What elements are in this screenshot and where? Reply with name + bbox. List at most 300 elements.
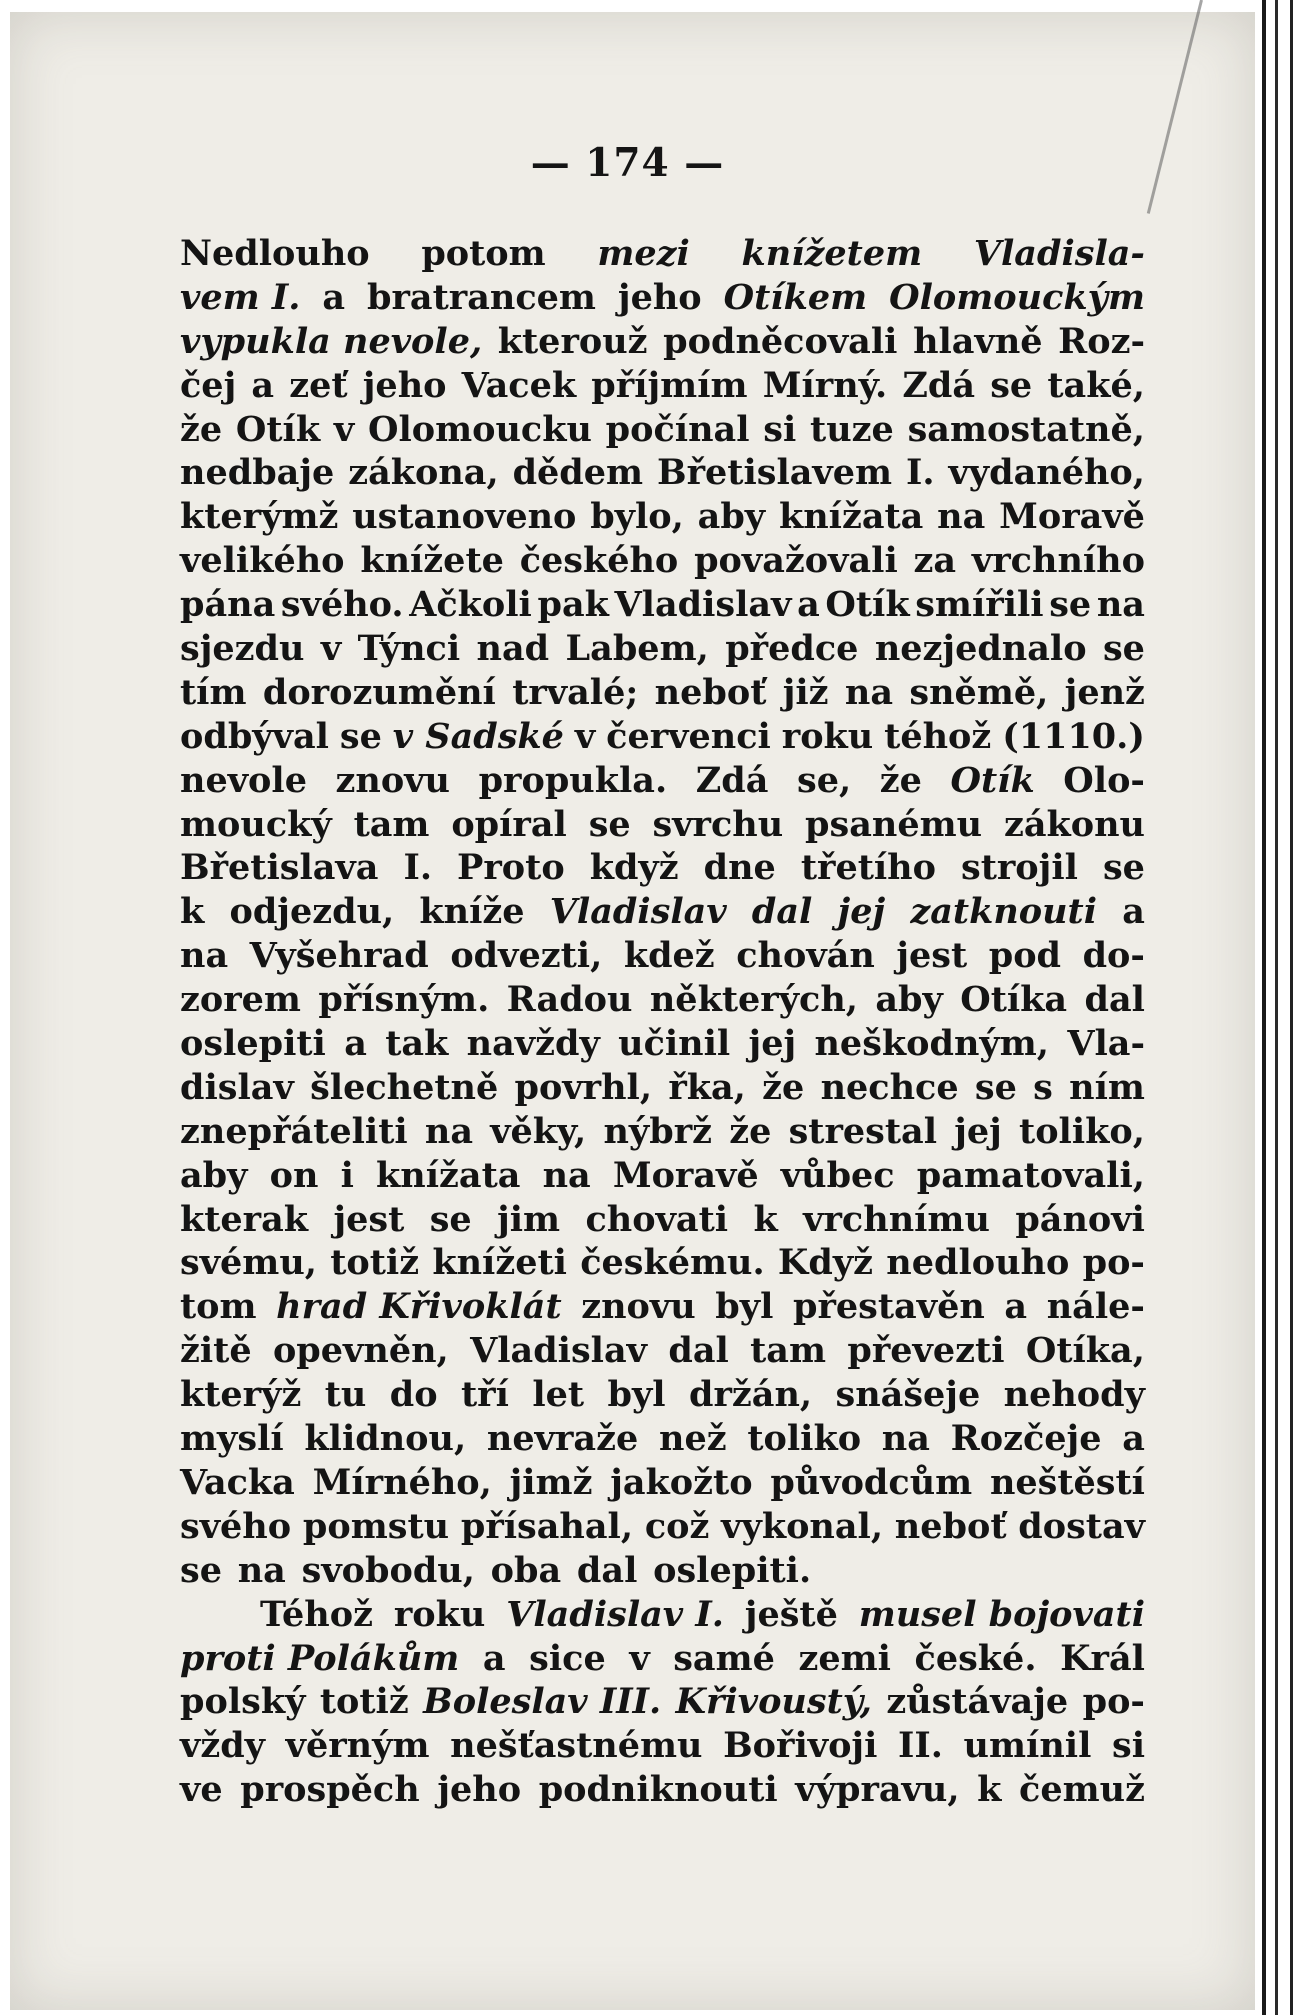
word: považovali [694, 540, 898, 582]
text-line [180, 715, 1145, 759]
word: červenci [606, 715, 771, 757]
word: sněmě, [909, 671, 1049, 713]
text-line [180, 1066, 1145, 1110]
word: knížata [778, 496, 924, 538]
word: znovu [335, 759, 450, 801]
word: neštěstí [989, 1461, 1145, 1503]
word: předce [725, 628, 859, 670]
italic-word: vem I. [180, 276, 301, 318]
text-line [180, 934, 1145, 978]
word: což [644, 1505, 710, 1547]
word: si [1111, 1725, 1145, 1767]
word: čemuž [1019, 1769, 1145, 1811]
word: dislav [180, 1066, 294, 1108]
word: strestal [788, 1110, 938, 1152]
word: ještě [744, 1593, 838, 1635]
word: Téhož [260, 1593, 373, 1635]
word: samostatně, [907, 408, 1145, 450]
word: vždy [180, 1725, 266, 1767]
word: Radou [506, 979, 633, 1021]
text-line [180, 1593, 1145, 1637]
word: Břetislava [180, 847, 379, 889]
word: na [844, 671, 894, 713]
text-line [180, 627, 1145, 671]
italic-word: jej [837, 891, 886, 933]
word: Otíka, [1025, 1330, 1145, 1372]
word: Král [1060, 1637, 1145, 1679]
word: prospěch [240, 1769, 420, 1811]
text-line [180, 583, 1145, 627]
word: že [879, 759, 922, 801]
italic-word: Boleslav III. [423, 1681, 662, 1723]
word: opevněn, [272, 1330, 449, 1372]
word: sjezdu [180, 628, 305, 670]
word: vydaného, [948, 452, 1145, 494]
word: šlechetně [310, 1066, 499, 1108]
word: přísahal, [460, 1505, 634, 1547]
word: myslí [180, 1418, 284, 1460]
word: v [629, 1637, 650, 1679]
word: na [424, 1110, 473, 1152]
word: chovati [585, 1198, 729, 1240]
word: pomstu [302, 1505, 450, 1547]
binding-edge-line [1275, 0, 1278, 2015]
italic-word: Vladislav [549, 891, 727, 933]
word: převezti [847, 1330, 1005, 1372]
word: zůstávaje [886, 1681, 1069, 1723]
word: Otíka [960, 979, 1068, 1021]
word: a [482, 1637, 506, 1679]
word: že [762, 1066, 805, 1108]
word: v [333, 408, 355, 450]
word: trvalé; [512, 671, 639, 713]
word: jeho [617, 276, 702, 318]
text-line [180, 803, 1145, 847]
word: s [1033, 1066, 1053, 1108]
italic-word: hrad Křivoklát [276, 1286, 562, 1328]
word: pamatovali, [916, 1154, 1145, 1196]
word: ustanoveno [352, 496, 577, 538]
text-line [180, 759, 1145, 803]
italic-word: Vladislav I. [506, 1593, 724, 1635]
word: jim [497, 1198, 561, 1240]
word: zákona, [348, 452, 499, 494]
word: vykonal, [721, 1505, 884, 1547]
word: nýbrž [603, 1110, 713, 1152]
word: jakožto [610, 1461, 753, 1503]
word: pak [537, 584, 609, 626]
word: a [797, 584, 820, 626]
word: umínil [963, 1725, 1092, 1767]
word: ním [1069, 1066, 1145, 1108]
word: a [322, 276, 346, 318]
word: II. [898, 1725, 943, 1767]
word: zemi [798, 1637, 891, 1679]
word: strojil [961, 847, 1078, 889]
word: se [339, 715, 382, 757]
word: vůbec [780, 1154, 895, 1196]
word: do- [1082, 935, 1145, 977]
word: I. [403, 847, 433, 889]
word: nešťastnému [450, 1725, 703, 1767]
word: se [1102, 628, 1145, 670]
text-line [180, 495, 1145, 539]
word: Proto [457, 847, 565, 889]
text-line [180, 890, 1145, 934]
word: vrchního [971, 540, 1145, 582]
word: svobodu, [301, 1549, 475, 1591]
word: třetího [800, 847, 936, 889]
text-line [180, 1724, 1145, 1768]
word: čej [180, 364, 237, 406]
word: žitě [180, 1330, 252, 1372]
word: Týnci [357, 628, 461, 670]
word: za [913, 540, 957, 582]
word: jeho [362, 364, 447, 406]
word: tom [180, 1286, 257, 1328]
word: nedlouho [886, 1242, 1070, 1284]
text-line [180, 451, 1145, 495]
word: se [429, 1198, 472, 1240]
text-line [180, 978, 1145, 1022]
word: na [1096, 584, 1145, 626]
text-line [180, 1110, 1145, 1154]
word: kterouž [497, 320, 648, 362]
word: svému, [180, 1242, 317, 1284]
word: se [1049, 584, 1092, 626]
word: znovu [581, 1286, 696, 1328]
italic-word: vypukla nevole, [180, 320, 483, 362]
word: Když [777, 1242, 874, 1284]
word: k [753, 1198, 778, 1240]
word: totiž [319, 1681, 409, 1723]
word: ve [180, 1769, 223, 1811]
word: pána [180, 584, 276, 626]
word: smířili [915, 584, 1044, 626]
word: pánovi [1015, 1198, 1145, 1240]
word: svého [180, 1505, 292, 1547]
word: tam [353, 803, 430, 845]
word: nezjednalo [874, 628, 1087, 670]
word: a [1004, 1286, 1028, 1328]
word: sice [529, 1637, 606, 1679]
word: téhož [884, 715, 992, 757]
word: moucký [180, 803, 332, 845]
word: že [180, 408, 223, 450]
word: tuze [810, 408, 894, 450]
word: některých, [649, 979, 858, 1021]
word: Moravě [612, 1154, 759, 1196]
text-line [180, 232, 1145, 276]
word: neboť [894, 1505, 1007, 1547]
text-line [180, 846, 1145, 890]
word: na [180, 935, 229, 977]
word: chován [736, 935, 875, 977]
word: se [1102, 847, 1145, 889]
word: původcům [770, 1461, 973, 1503]
word: propukla. [478, 759, 668, 801]
word: Nedlouho [180, 233, 370, 274]
word: Vladislav [614, 584, 792, 626]
word: (1110.) [1002, 715, 1145, 757]
binding-edge-line [1290, 0, 1293, 2015]
word: věky, [490, 1110, 587, 1152]
word: Olomoucku [367, 408, 592, 450]
word: Roz- [1058, 320, 1145, 362]
word: tu [324, 1374, 367, 1416]
text-line [180, 1285, 1145, 1329]
word: se [588, 803, 631, 845]
word: přestavěn [793, 1286, 985, 1328]
word: podněcovali [663, 320, 898, 362]
word: povrhl, [514, 1066, 653, 1108]
word: hlavně [913, 320, 1043, 362]
word: Zdá [695, 759, 769, 801]
word: let [532, 1374, 585, 1416]
italic-word: mezi [597, 233, 690, 274]
word: zeť [289, 364, 348, 406]
word: než [659, 1418, 727, 1460]
word: po- [1082, 1681, 1145, 1723]
word: Mírný. [762, 364, 888, 406]
word: dorozumění [262, 671, 496, 713]
word: svého. [280, 584, 404, 626]
word: na [237, 1549, 286, 1591]
word: po- [1082, 1242, 1145, 1284]
word: se [974, 1066, 1017, 1108]
word: se, [797, 759, 852, 801]
word: věrným [285, 1725, 430, 1767]
word: roku [393, 1593, 486, 1635]
word: Mírného, [312, 1461, 492, 1503]
word: dne [703, 847, 776, 889]
text-line [180, 539, 1145, 583]
word: jeho [437, 1769, 522, 1811]
word: toliko, [1019, 1110, 1145, 1152]
italic-word: dal [751, 891, 813, 933]
word: tam [750, 1330, 827, 1372]
word: tří [461, 1374, 509, 1416]
word: kterýž [180, 1374, 302, 1416]
word: svrchu [652, 803, 784, 845]
text-line [180, 408, 1145, 452]
word: jest [896, 935, 968, 977]
word: i [340, 1154, 354, 1196]
text-line [180, 1373, 1145, 1417]
word: dal [1084, 979, 1145, 1021]
word: kdež [623, 935, 715, 977]
word: nad [476, 628, 550, 670]
word: byl [715, 1286, 774, 1328]
word: snášeje [835, 1374, 981, 1416]
word: oba [490, 1549, 562, 1591]
word: knížata [376, 1154, 521, 1196]
word: I. [905, 452, 935, 494]
word: dal [668, 1330, 729, 1372]
word: Rozčeje [950, 1418, 1102, 1460]
text-line [180, 1680, 1145, 1724]
word: samé [673, 1637, 775, 1679]
word: Vladislav [470, 1330, 647, 1372]
text-line [180, 276, 1145, 320]
text-line [180, 1154, 1145, 1198]
word: také, [1047, 364, 1145, 406]
word: tak [385, 1023, 449, 1065]
word: české. [914, 1637, 1037, 1679]
word: odjezdu, [229, 891, 395, 933]
page-number: — 174 — [530, 140, 725, 186]
word: učinil [618, 1023, 731, 1065]
word: počínal [605, 408, 750, 450]
word: byl [607, 1374, 666, 1416]
word: Otík [825, 584, 910, 626]
word: zákonu [1003, 803, 1145, 845]
word: jej [748, 1023, 797, 1065]
word: jimž [509, 1461, 593, 1503]
word: a [251, 364, 275, 406]
word: oslepiti. [653, 1549, 812, 1591]
word: do [389, 1374, 438, 1416]
italic-word: v Sadské [392, 715, 564, 757]
word: aby [180, 1154, 248, 1196]
word: oslepiti [180, 1023, 326, 1065]
word: aby [875, 979, 943, 1021]
text-line [180, 1461, 1145, 1505]
word: Bořivoji [723, 1725, 878, 1767]
word: psanému [805, 803, 983, 845]
word: toliko [747, 1418, 862, 1460]
word: si [763, 408, 797, 450]
word: jej [954, 1110, 1002, 1152]
word: přísným. [318, 979, 490, 1021]
word: nehody [1003, 1374, 1145, 1416]
word: nedbaje [180, 452, 335, 494]
text-line [180, 320, 1145, 364]
word: Vacka [180, 1461, 295, 1503]
word: výpravu, [795, 1769, 960, 1811]
italic-word: Otíkem [723, 276, 868, 318]
word: nevole [180, 759, 307, 801]
word: na [937, 496, 986, 538]
word: knížeti [432, 1242, 567, 1284]
word: neboť [654, 671, 767, 713]
text-line [180, 1022, 1145, 1066]
word: neškodným, [814, 1023, 1049, 1065]
word: Vyšehrad [249, 935, 429, 977]
word: Břetislavem [656, 452, 893, 494]
word: na [881, 1418, 930, 1460]
word: on [269, 1154, 319, 1196]
binding-edge-line [1262, 0, 1266, 2015]
word: v [574, 715, 596, 757]
word: Vacek [461, 364, 577, 406]
word: k [977, 1769, 1002, 1811]
text-line [180, 671, 1145, 715]
word: řka, [668, 1066, 746, 1108]
word: knížete [360, 540, 504, 582]
italic-word: Olomouckým [889, 276, 1145, 318]
word: nále- [1046, 1286, 1145, 1328]
word: se [990, 364, 1033, 406]
word: Otík [235, 408, 321, 450]
word: a [1122, 891, 1145, 933]
word: Vla- [1067, 1023, 1145, 1065]
italic-word: knížetem [741, 233, 923, 274]
word: potom [421, 233, 546, 274]
italic-word: musel bojovati [858, 1593, 1145, 1635]
word: bylo, [590, 496, 684, 538]
word: na [542, 1154, 591, 1196]
word: dal [576, 1549, 638, 1591]
word: držán, [688, 1374, 813, 1416]
word: Labem, [565, 628, 709, 670]
text-line [180, 1329, 1145, 1373]
word: odvezti, [450, 935, 603, 977]
word: totiž [330, 1242, 420, 1284]
text-line [180, 1198, 1145, 1242]
word: znepřáteliti [180, 1110, 408, 1152]
word: podniknouti [538, 1769, 778, 1811]
word: vrchnímu [803, 1198, 990, 1240]
italic-word: proti Polákům [180, 1637, 460, 1679]
italic-word: Vladisla- [973, 233, 1145, 274]
word: českému. [580, 1242, 765, 1284]
word: odbýval [180, 715, 329, 757]
italic-word: Křivoustý, [675, 1681, 872, 1723]
word: a [344, 1023, 367, 1065]
word: opíral [451, 803, 567, 845]
word: jest [333, 1198, 405, 1240]
word: Ačkoli [409, 584, 532, 626]
word: Moravě [999, 496, 1145, 538]
word: nechce [820, 1066, 959, 1108]
word: tím [180, 671, 247, 713]
word: Olo- [1063, 759, 1145, 801]
word: příjmím [591, 364, 748, 406]
word: bratrancem [367, 276, 596, 318]
word: Zdá [902, 364, 976, 406]
text-line [180, 1637, 1145, 1681]
word: kterýmž [180, 496, 339, 538]
word: dostav [1018, 1505, 1145, 1547]
text-line [180, 1241, 1145, 1285]
word: velikého [180, 540, 345, 582]
word: v [320, 628, 342, 670]
word: polský [180, 1681, 306, 1723]
word: když [589, 847, 679, 889]
word: jenž [1064, 671, 1145, 713]
italic-word: zatknouti [910, 891, 1098, 933]
text-line [180, 364, 1145, 408]
word: k [180, 891, 205, 933]
word: že [729, 1110, 772, 1152]
word: dědem [512, 452, 644, 494]
text-line [180, 1505, 1145, 1549]
body-text [180, 232, 1145, 1812]
word: se [180, 1549, 222, 1591]
text-line [180, 1768, 1145, 1812]
italic-word: Otík [950, 759, 1035, 801]
word: roku [781, 715, 874, 757]
word: již [782, 671, 829, 713]
word: nevraže [486, 1418, 639, 1460]
text-line [180, 1549, 1145, 1593]
word: kterak [180, 1198, 309, 1240]
word: pod [988, 935, 1062, 977]
word: a [1122, 1418, 1145, 1460]
word: klidnou, [304, 1418, 467, 1460]
word: navždy [466, 1023, 600, 1065]
